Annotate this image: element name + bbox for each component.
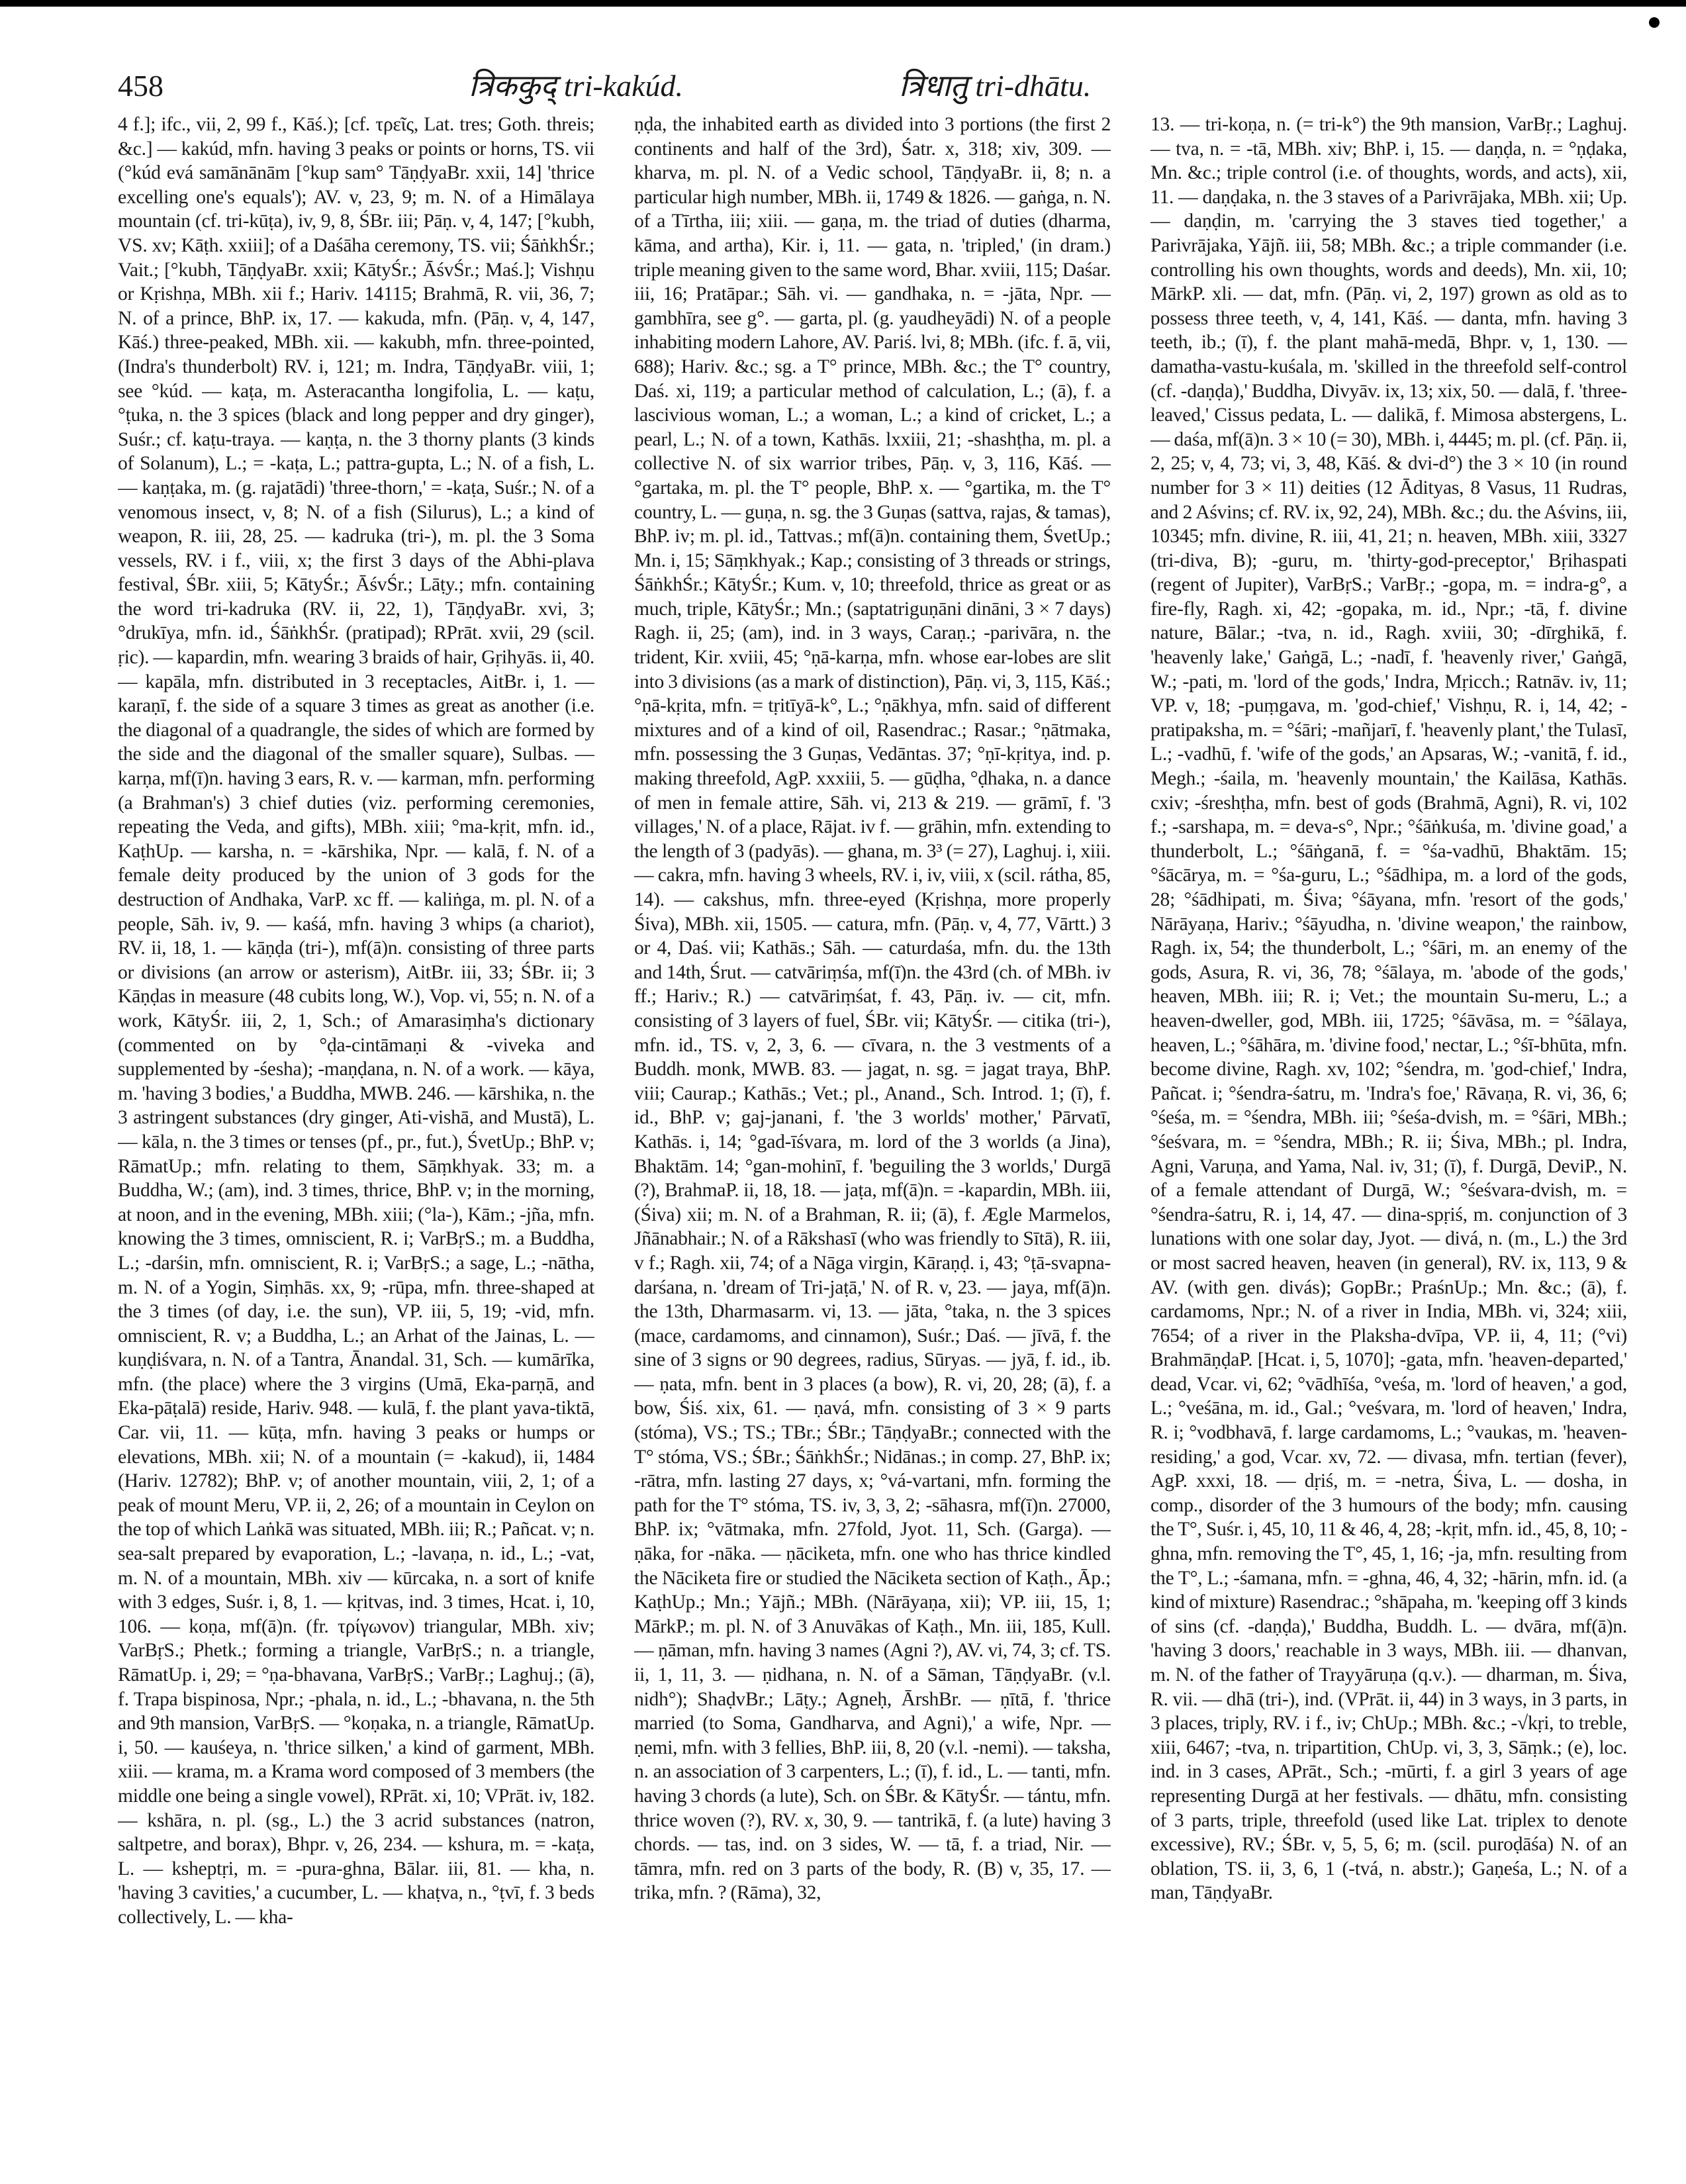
page-header [118, 63, 1627, 109]
column-left [118, 113, 594, 2158]
column-right [1150, 113, 1627, 2158]
left-running-headword: त्रिककुद् tri-kakúd. [469, 69, 684, 103]
column-text: 4 f.]; ifc., vii, 2, 99 f., Kāś.); [cf. τρεῖς, Lat. tres; Goth. threis; &c.] — kakúd, mfn. having 3 peaks or points or horns, TS. vii (°kúd evá samānānām [°kup sam° TāṇḍyaBr. xxii, 14] 'thrice excelling one's equals'); AV. v, 23, 9; m. N. of a Himālaya mountain (cf. tri-kūṭa), iv, 9, 8, ŚBr. iii; Pāṇ. v, 4, 147; [°kubh, VS. xv; Kāṭh. xxiii]; of a Daśāha ceremony, TS. vii; ŚāṅkhŚr.; Vait.; [°kubh, TāṇḍyaBr. xxii; KātyŚr.; ĀśvŚr.; Maś.]; Vishṇu or Kṛishṇa, MBh. xii f.; Hariv. 14115; Brahmā, R. vii, 36, 7; N. of a prince, BhP. ix, 17. — kakuda, mfn. (Pāṇ. v, 4, 147, Kāś.) three-peaked, MBh. xii. — kakubh, mfn. three-pointed, (Indra's thunderbolt) RV. i, 121; m. Indra, TāṇḍyaBr. viii, 1; see °kúd. — kaṭa, m. Asteracantha longifolia, L. — kaṭu, °ṭuka, n. the 3 spices (black and long pepper and dry ginger), Suśr.; cf. kaṭu-traya. — kaṇṭa, n. the 3 thorny plants (3 kinds of Solanum), L.; = -kaṭa, L.; pattra-gupta, L.; N. of a fish, L. — kaṇṭaka, m. (g. rajatādi) 'three-thorn,' = -kaṭa, Suśr.; N. of a venomous insect, v, 8; N. of a fish (Silurus), L.; a kind of weapon, R. iii, 28, 25. — kadruka (tri-), m. pl. the 3 Soma vessels, RV. i f., viii, x; the first 3 days of the Abhi-plava festival, ŚBr. xiii, 5; KātyŚr.; ĀśvŚr.; Lāṭy.; mfn. containing the word tri-kadruka (RV. ii, 22, 1), TāṇḍyaBr. xvi, 3; °drukīya, mfn. id., ŚāṅkhŚr. (pratipad); RPrāt. xvii, 29 (scil. ṛic). — kapardin, mfn. wearing 3 braids of hair, Gṛihyās. ii, 40. — kapāla, mfn. distributed in 3 receptacles, AitBr. i, 1. — karaṇī, f. the side of a square 3 times as great as another (i.e. the diagonal of a quadrangle, the sides of which are formed by the side and the diagonal of the smaller square), Sulbas. — karṇa, mf(ī)n. having 3 ears, R. v. — karman, mfn. performing (a Brahman's) 3 chief duties (viz. performing ceremonies, repeating the Veda, and gifts), MBh. xiii; °ma-kṛit, mfn. id., KaṭhUp. — karsha, n. = -kārshika, Npr. — kalā, f. N. of a female deity produced by the union of 3 gods for the destruction of Andhaka, VarP. xc ff. — kaliṅga, m. pl. N. of a people, Sāh. iv, 9. — kaśá, mfn. having 3 whips (a chariot), RV. ii, 18, 1. — kāṇḍa (tri-), mf(ā)n. consisting of three parts or divisions (an arrow or asterism), AitBr. iii, 33; ŚBr. ii; 3 Kāṇḍas in measure (48 cubits long, W.), Vop. vi, 55; n. N. of a work, KātyŚr. iii, 2, 1, Sch.; of Amarasiṃha's dictionary (commented on by °ḍa-cintāmaṇi & -viveka and supplemented by -śesha); -maṇḍana, n. N. of a work. — kāya, m. 'having 3 bodies,' a Buddha, MWB. 246. — kārshika, n. the 3 astringent substances (dry ginger, Ati-vishā, and Mustā), L. — kāla, n. the 3 times or tenses (pf., pr., fut.), ŚvetUp.; BhP. v; RāmatUp.; mfn. relating to them, Sāṃkhyak. 33; m. a Buddha, W.; (am), ind. 3 times, thrice, BhP. v; in the morning, at noon, and in the evening, MBh. xiii; (°la-), Kām.; -jña, mfn. knowing the 3 times, omniscient, R. i; VarBṛS.; m. a Buddha, L.; -darśin, mfn. omniscient, R. i; VarBṛS.; a sage, L.; -nātha, m. N. of a Yogin, Siṃhās. xx, 9; -rūpa, mfn. three-shaped at the 3 times (of day, i.e. the sun), VP. iii, 5, 19; -vid, mfn. omniscient, R. v; a Buddha, L.; an Arhat of the Jainas, L. — kuṇḍiśvara, n. N. of a Tantra, Ānandal. 31, Sch. — kumārīka, mfn. (the place) where the 3 virgins (Umā, Eka-parṇā, and Eka-pāṭalā) reside, Hariv. 948. — kulā, f. the plant yava-tiktā, Car. vii, 11. — kūṭa, mfn. having 3 peaks or humps or elevations, MBh. xii; N. of a mountain (= -kakud), ii, 1484 (Hariv. 12782); BhP. v; of another mountain, viii, 2, 1; of a peak of mount Meru, VP. ii, 2, 26; of a mountain in Ceylon on the top of which Laṅkā was situated, MBh. iii; R.; Pañcat. v; n. sea-salt prepared by evaporation, L.; -lavaṇa, n. id., L.; -vat, m. N. of a mountain, MBh. xiv — kūrcaka, n. a sort of knife with 3 edges, Suśr. i, 8, 1. — kṛitvas, ind. 3 times, Hcat. i, 10, 106. — koṇa, mf(ā)n. (fr. τρίγωνον) triangular, MBh. xiv; VarBṛS.; Phetk.; forming a triangle, VarBṛS.; n. a triangle, RāmatUp. i, 29; = °ṇa-bhavana, VarBṛS.; VarBṛ.; Laghuj.; (ā), f. Trapa bispinosa, Npr.; -phala, n. id., L.; -bhavana, n. the 5th and 9th mansion, VarBṛS. — °koṇaka, n. a triangle, RāmatUp. i, 50. — kauśeya, n. 'thrice silken,' a kind of garment, MBh. xiii. — krama, m. a Krama word composed of 3 members (the middle one being a single vowel), RPrāt. xi, 10; VPrāt. iv, 182. — kshāra, n. pl. (sg., L.) the 3 acrid substances (natron, saltpetre, and borax), Bhpr. v, 26, 234. — kshura, m. = -kaṭa, L. — ksheptṛi, m. = -pura-ghna, Bālar. iii, 81. — kha, n. 'having 3 cavities,' a cucumber, L. — khaṭva, n., °ṭvī, f. 3 beds collectively, L. — kha- [118, 114, 594, 1928]
page-number: 458 [118, 69, 164, 103]
scan-edge-bar [0, 0, 1686, 7]
column-middle [634, 113, 1111, 2158]
column-text: ṇḍa, the inhabited earth as divided into 3 portions (the first 2 continents and half of the 3rd), Śatr. x, 318; xiv, 309. — kharva, m. pl. N. of a Vedic school, TāṇḍyaBr. ii, 8; n. a particular high number, MBh. ii, 1749 & 1826. — gaṅga, n. N. of a Tīrtha, iii; xiii. — gaṇa, m. the triad of duties (dharma, kāma, and artha), Kir. i, 11. — gata, n. 'tripled,' (in dram.) triple meaning given to the same word, Bhar. xviii, 115; Daśar. iii, 16; Pratāpar.; Sāh. vi. — gandhaka, n. = -jāta, Npr. — gambhīra, see g°. — garta, pl. (g. yaudheyādi) N. of a people inhabiting modern Lahore, AV. Pariś. lvi, 8; MBh. (ifc. f. ā, vii, 688); Hariv. &c.; sg. a T° prince, MBh. &c.; the T° country, Daś. xi, 119; a particular method of calculation, L.; (ā), f. a lascivious woman, L.; a woman, L.; a kind of cricket, L.; a pearl, L.; N. of a town, Kathās. lxxiii, 21; -shashṭha, m. pl. a collective N. of six warrior tribes, Pāṇ. v, 3, 116, Kāś. — °gartaka, m. pl. the T° people, BhP. x. — °gartika, m. the T° country, L. — guṇa, n. sg. the 3 Guṇas (sattva, rajas, & tamas), BhP. iv; m. pl. id., Tattvas.; mf(ā)n. containing them, ŚvetUp.; Mn. i, 15; Sāṃkhyak.; Kap.; consisting of 3 threads or strings, ŚāṅkhŚr.; KātyŚr.; Kum. v, 10; threefold, thrice as great or as much, triple, KātyŚr.; Mn.; (saptatriguṇāni dināni, 3 × 7 days) Ragh. ii, 25; (am), ind. in 3 ways, Caraṇ.; -parivāra, n. the trident, Kir. xviii, 45; °ṇā-karṇa, mfn. whose ear-lobes are slit into 3 divisions (as a mark of distinction), Pāṇ. vi, 3, 115, Kāś.; °ṇā-kṛita, mfn. = tṛitīyā-k°, L.; °ṇākhya, mfn. said of different mixtures and of a kind of oil, Rasendrac.; Rasar.; °ṇātmaka, mfn. possessing the 3 Guṇas, Vedāntas. 37; °ṇī-kṛitya, ind. p. making threefold, AgP. xxxiii, 5. — gūḍha, °ḍhaka, n. a dance of men in female attire, Sāh. vi, 213 & 219. — grāmī, f. '3 villages,' N. of a place, Rājat. iv f. — grāhin, mfn. extending to the length of 3 (padyās). — ghana, m. 3³ (= 27), Laghuj. i, xiii. — cakra, mfn. having 3 wheels, RV. i, iv, viii, x (scil. rátha, 85, 14). — cakshus, mfn. three-eyed (Kṛishṇa, more properly Śiva), MBh. xii, 1505. — catura, mfn. (Pāṇ. v, 4, 77, Vārtt.) 3 or 4, Daś. vii; Kathās.; Sāh. — caturdaśa, mfn. du. the 13th and 14th, Śrut. — catvāriṃśa, mf(ī)n. the 43rd (ch. of MBh. iv ff.; Hariv.; R.) — catvāriṃśat, f. 43, Pāṇ. iv. — cit, mfn. consisting of 3 layers of fuel, ŚBr. vii; KātyŚr. — citika (tri-), mfn. id., TS. v, 2, 3, 6. — cīvara, n. the 3 vestments of a Buddh. monk, MWB. 83. — jagat, n. sg. = jagat traya, BhP. viii; Caurap.; Kathās.; Vet.; pl., Anand., Sch. Introd. 1; (ī), f. id., BhP. v; gaj-janani, f. 'the 3 worlds' mother,' Pārvatī, Kathās. i, 14; °gad-īśvara, m. lord of the 3 worlds (a Jina), Bhaktām. 14; °gan-mohinī, f. 'beguiling the 3 worlds,' Durgā (?), BrahmaP. ii, 18, 18. — jaṭa, mf(ā)n. = -kapardin, MBh. iii, (Śiva) xii; m. N. of a Brahman, R. ii; (ā), f. Ægle Marmelos, Jñānabhair.; N. of a Rākshasī (who was friendly to Sītā), R. iii, v f.; Ragh. xii, 74; of a Nāga virgin, Kāraṇḍ. i, 43; °ṭā-svapna-darśana, n. 'dream of Tri-jaṭā,' N. of R. v, 23. — jaya, mf(ā)n. the 13th, Dharmasarm. vi, 13. — jāta, °taka, n. the 3 spices (mace, cardamoms, and cinnamon), Suśr.; Daś. — jīvā, f. the sine of 3 signs or 90 degrees, radius, Sūryas. — jyā, f. id., ib. — ṇata, mfn. bent in 3 places (a bow), R. vi, 20, 28; (ā), f. a bow, Śiś. xix, 61. — ṇavá, mfn. consisting of 3 × 9 parts (stóma), VS.; TS.; TBr.; ŚBr.; TāṇḍyaBr.; connected with the T° stóma, VS.; ŚBr.; ŚāṅkhŚr.; Nidānas.; in comp. 27, BhP. ix; -rātra, mfn. lasting 27 days, x; °vá-vartani, mfn. forming the path for the T° stóma, TS. iv, 3, 3, 2; -sāhasra, mf(ī)n. 27000, BhP. ix; °vātmaka, mfn. 27fold, Jyot. 11, Sch. (Garga). — ṇāka, for -nāka. — ṇāciketa, mfn. one who has thrice kindled the Nāciketa fire or studied the Nāciketa section of Kaṭh., Āp.; KaṭhUp.; Mn.; Yājñ.; MBh. (Nārāyaṇa, xii); VP. iii, 15, 1; MārkP.; m. pl. N. of 3 Anuvākas of Kaṭh., Mn. iii, 185, Kull. — ṇāman, mfn. having 3 names (Agni ?), AV. vi, 74, 3; cf. TS. ii, 1, 11, 3. — ṇidhana, n. N. of a Sāman, TāṇḍyaBr. (v.l. nidh°); ShaḍvBr.; Lāṭy.; Agneḥ, ĀrshBr. — ṇītā, f. 'thrice married (to Soma, Gandharva, and Agni),' a wife, Npr. — ṇemi, mfn. with 3 fellies, BhP. iii, 8, 20 (v.l. -nemi). — taksha, n. an association of 3 carpenters, L.; (ī), f. id., L. — tanti, mfn. having 3 chords (a lute), Sch. on ŚBr. & KātyŚr. — tántu, mfn. thrice woven (?), RV. x, 30, 9. — tantrikā, f. (a lute) having 3 chords. — tas, ind. on 3 sides, W. — tā, f. a triad, Nir. — tāmra, mfn. red on 3 parts of the body, R. (B) v, 35, 17. — trika, mfn. ? (Rāma), 32, [634, 114, 1111, 1904]
dictionary-columns [118, 113, 1627, 2158]
scan-mark [1649, 17, 1660, 28]
right-running-headword: त्रिधातु tri-dhātu. [899, 69, 1092, 103]
column-text: 13. — tri-koṇa, n. (= tri-k°) the 9th mansion, VarBṛ.; Laghuj. — tva, n. = -tā, MBh. xiv; BhP. i, 15. — daṇḍa, n. = °ṇḍaka, Mn. &c.; triple control (i.e. of thoughts, words, and acts), xii, 11. — daṇḍaka, n. the 3 staves of a Parivrājaka, MBh. xii; Up. — daṇḍin, m. 'carrying the 3 staves tied together,' a Parivrājaka, Yājñ. iii, 58; MBh. &c.; a triple commander (i.e. controlling his own thoughts, words and deeds), Mn. xii, 10; MārkP. xli. — dat, mfn. (Pāṇ. vi, 2, 197) grown as old as to possess three teeth, v, 4, 141, Kāś. — danta, mfn. having 3 teeth, ib.; (ī), f. the plant mahā-medā, Bhpr. v, 1, 130. — damatha-vastu-kuśala, m. 'skilled in the threefold self-control (cf. -daṇḍa),' Buddha, Divyāv. ix, 13; xix, 50. — dalā, f. 'three-leaved,' Cissus pedata, L. — dalikā, f. Mimosa abstergens, L. — daśa, mf(ā)n. 3 × 10 (= 30), MBh. i, 4445; m. pl. (cf. Pāṇ. ii, 2, 25; v, 4, 73; vi, 3, 48, Kāś. & dvi-d°) the 3 × 10 (in round number for 3 × 11) deities (12 Ādityas, 8 Vasus, 11 Rudras, and 2 Aśvins; cf. RV. ix, 92, 24), MBh. &c.; du. the Aśvins, iii, 10345; mfn. divine, R. iii, 41, 21; n. heaven, MBh. xiii, 3327 (tri-diva, B); -guru, m. 'thirty-god-preceptor,' Bṛihaspati (regent of Jupiter), VarBṛS.; VarBṛ.; -gopa, m. = indra-g°, a fire-fly, Ragh. xi, 42; -gopaka, m. id., Npr.; -tā, f. divine nature, Bālar.; -tva, n. id., Ragh. xviii, 30; -dīrghikā, f. 'heavenly lake,' Gaṅgā, L.; -nadī, f. 'heavenly river,' Gaṅgā, W.; -pati, m. 'lord of the gods,' Indra, Mṛicch.; Ratnāv. iv, 11; VP. v, 18; -puṃgava, m. 'god-chief,' Vishṇu, R. i, 14, 42; -pratipaksha, m. = °śāri; -mañjarī, f. 'heavenly plant,' the Tulasī, L.; -vadhū, f. 'wife of the gods,' an Apsaras, W.; -vanitā, f. id., Megh.; -śaila, m. 'heavenly mountain,' the Kailāsa, Kathās. cxiv; -śreshṭha, mfn. best of gods (Brahmā, Agni), R. vi, 102 f.; -sarshapa, m. = deva-s°, Npr.; °śāṅkuśa, m. 'divine goad,' a thunderbolt, L.; °śāṅganā, f. = °śa-vadhū, Bhaktām. 15; °śācārya, m. = °śa-guru, L.; °śādhipa, m. a lord of the gods, 28; °śādhipati, m. Śiva; °śāyana, mfn. 'resort of the gods,' Nārāyaṇa, Hariv.; °śāyudha, n. 'divine weapon,' the rainbow, Ragh. ix, 54; the thunderbolt, L.; °śāri, m. an enemy of the gods, Asura, R. vi, 36, 78; °śālaya, m. 'abode of the gods,' heaven, MBh. iii; R. i; Vet.; the mountain Su-meru, L.; a heaven-dweller, god, MBh. iii, 1725; °śāvāsa, m. = °śālaya, heaven, L.; °śāhāra, m. 'divine food,' nectar, L.; °śī-bhūta, mfn. become divine, Ragh. xv, 102; °śendra, m. 'god-chief,' Indra, Pañcat. i; °śendra-śatru, m. 'Indra's foe,' Rāvaṇa, R. vi, 36, 6; °śeśa, m. = °śendra, MBh. iii; °śeśa-dvish, m. = °śāri, MBh.; °śeśvara, m. = °śendra, MBh.; R. ii; Śiva, MBh.; pl. Indra, Agni, Varuṇa, and Yama, Nal. iv, 31; (ī), f. Durgā, DeviP., N. of a female attendant of Durgā, W.; °śeśvara-dvish, m. = °śendra-śatru, R. i, 14, 47. — dina-spṛiś, m. conjunction of 3 lunations with one solar day, Jyot. — divá, n. (m., L.) the 3rd or most sacred heaven, heaven (in general), RV. ix, 113, 9 & AV. (with gen. divás); GopBr.; PraśnUp.; Mn. &c.; (ā), f. cardamoms, Npr.; N. of a river in India, MBh. vi, 324; xiii, 7654; of a river in the Plaksha-dvīpa, VP. ii, 4, 11; (°vi) BrahmāṇḍaP. [Hcat. i, 5, 1070]; -gata, mfn. 'heaven-departed,' dead, Vcar. vi, 62; °vādhīśa, °veśa, m. 'lord of heaven,' a god, L.; °veśāna, m. id., Gal.; °veśvara, m. 'lord of heaven,' Indra, R. i; °vodbhavā, f. large cardamoms, L.; °vaukas, m. 'heaven-residing,' a god, Vcar. xv, 72. — divasa, mfn. tertian (fever), AgP. xxxi, 18. — dṛiś, m. = -netra, Śiva, L. — dosha, in comp., disorder of the 3 humours of the body; mfn. causing the T°, Suśr. i, 45, 10, 11 & 46, 4, 28; -kṛit, mfn. id., 45, 8, 10; -ghna, mfn. removing the T°, 45, 1, 16; -ja, mfn. resulting from the T°, L.; -śamana, mfn. = -ghna, 46, 4, 32; -hārin, mfn. id. (a kind of mixture) Rasendrac.; °shāpaha, m. 'keeping off 3 kinds of sins (cf. -daṇḍa),' Buddha, Buddh. L. — dvāra, mf(ā)n. 'having 3 doors,' reachable in 3 ways, MBh. iii. — dhanvan, m. N. of the father of Trayyāruṇa (q.v.). — dharman, m. Śiva, R. vii. — dhā (tri-), ind. (VPrāt. ii, 44) in 3 ways, in 3 parts, in 3 places, triply, RV. i f., iv; ChUp.; MBh. &c.; -√kṛi, to treble, xiii, 6467; -tva, n. tripartition, ChUp. vi, 3, 3, Sāṃk.; (e), loc. ind. in 3 cases, APrāt., Sch.; -mūrti, f. a girl 3 years of age representing Durgā at her festivals. — dhātu, mfn. consisting of 3 parts, triple, threefold (used like Lat. triplex to denote excessive), RV.; ŚBr. v, 5, 5, 6; m. (scil. puroḍāśa) N. of an oblation, TS. ii, 3, 6, 1 (-tvá, n. abstr.); Gaṇeśa, L.; N. of a man, TāṇḍyaBr. [1150, 114, 1627, 1904]
